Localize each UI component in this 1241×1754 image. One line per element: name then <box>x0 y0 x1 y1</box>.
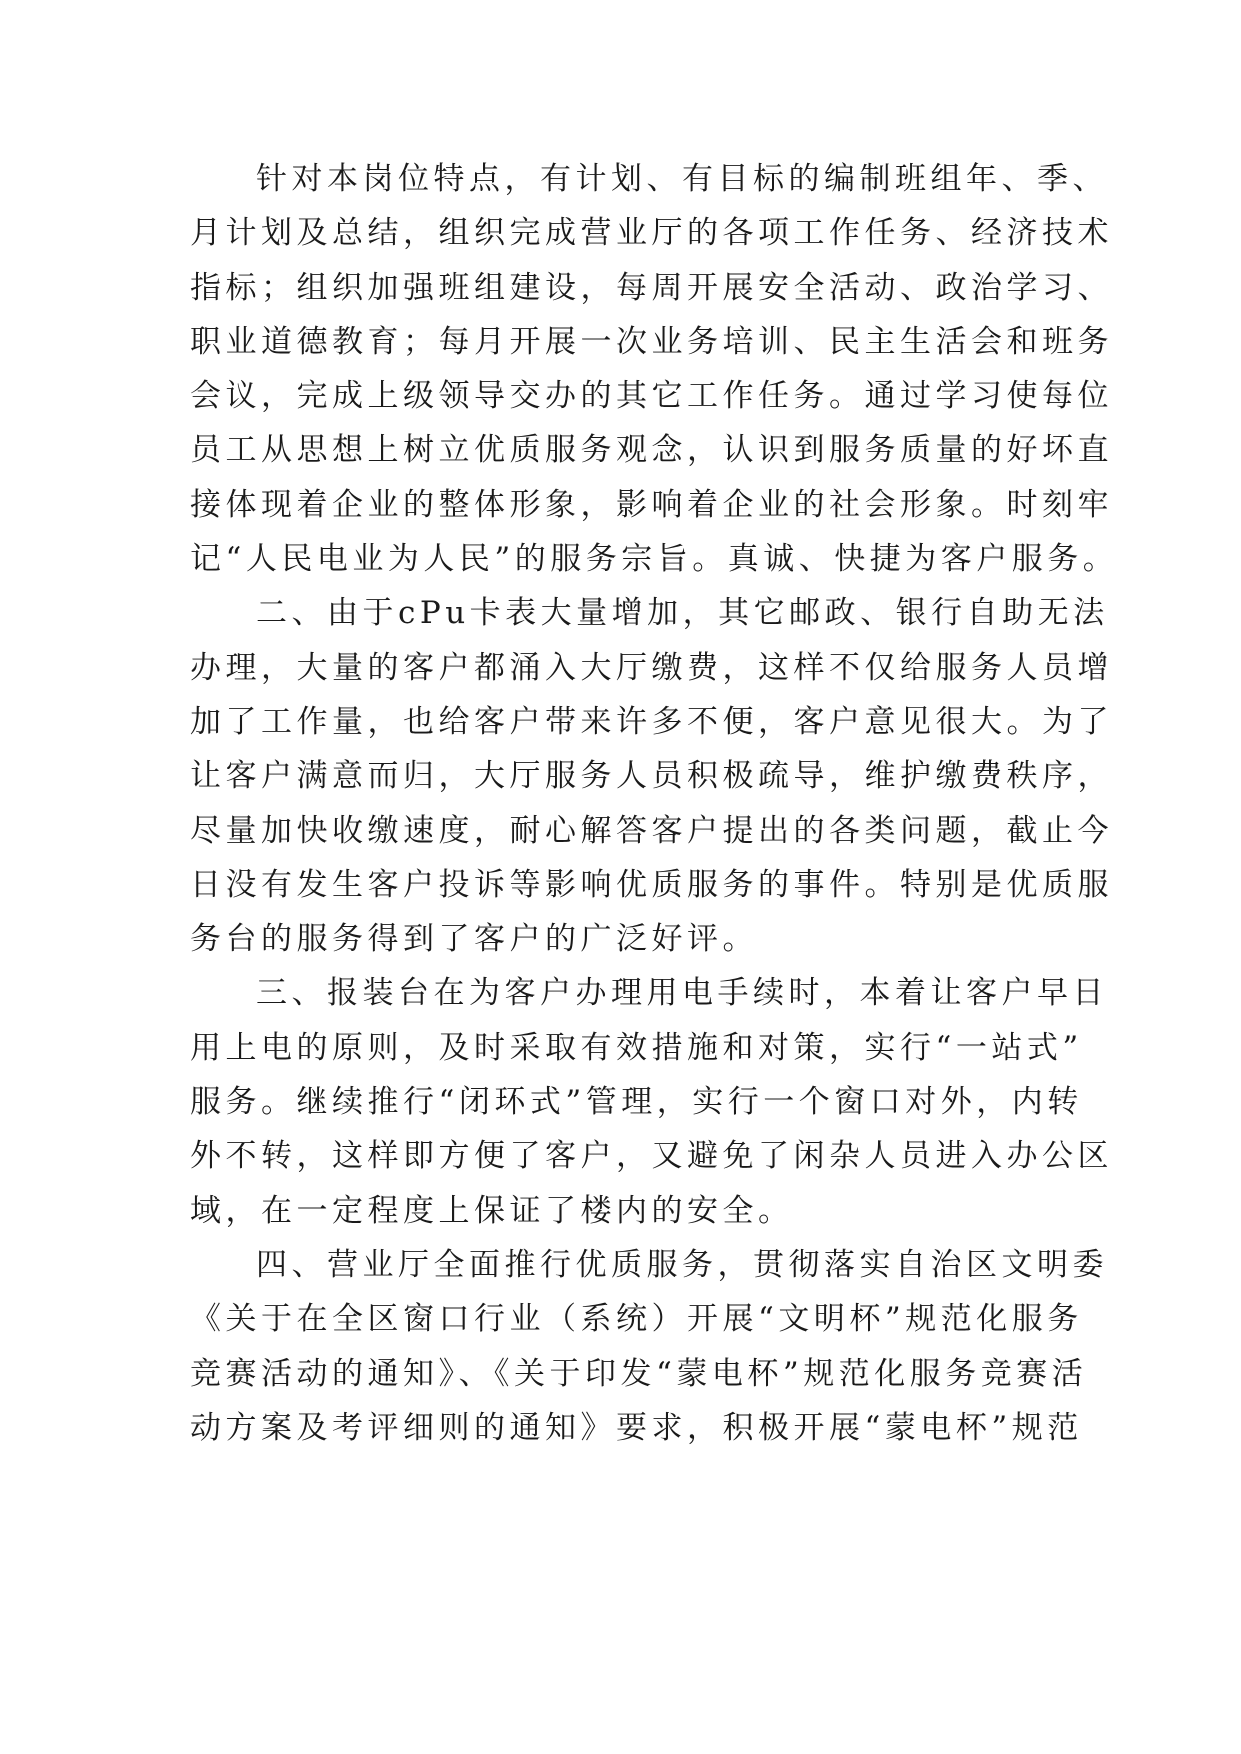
paragraph-line: 针对本岗位特点，有计划、有目标的编制班组年、季、 <box>256 161 1108 197</box>
paragraph-line: 用上电的原则，及时采取有效措施和对策，实行“一站式” <box>190 1029 1083 1066</box>
paragraph-line: 员工从思想上树立优质服务观念，认识到服务质量的好坏直 <box>190 432 1113 469</box>
paragraph-line: 尽量加快收缴速度，耐心解答客户提出的各类问题，截止今 <box>190 812 1113 849</box>
paragraph-4 <box>190 1238 1108 1455</box>
paragraph-2 <box>190 586 1113 966</box>
paragraph-line: 三、报装台在为客户办理用电手续时，本着让客户早日 <box>256 975 1108 1012</box>
paragraph-line: 职业道德教育；每月开展一次业务培训、民主生活会和班务 <box>190 323 1113 360</box>
paragraph-line: 四、营业厅全面推行优质服务，贯彻落实自治区文明委 <box>256 1246 1108 1283</box>
paragraph-line: 让客户满意而归，大厅服务人员积极疏导，维护缴费秩序， <box>190 758 1113 795</box>
paragraph-line: 二、由于cPu卡表大量增加，其它邮政、银行自助无法 <box>256 595 1109 632</box>
paragraph-line: 域，在一定程度上保证了楼内的安全。 <box>190 1192 794 1229</box>
paragraph-line: 务台的服务得到了客户的广泛好评。 <box>190 921 758 958</box>
paragraph-3 <box>190 966 1113 1237</box>
paragraph-line: 办理，大量的客户都涌入大厅缴费，这样不仅给服务人员增 <box>190 649 1113 686</box>
paragraph-line: 接体现着企业的整体形象，影响着企业的社会形象。时刻牢 <box>190 486 1113 523</box>
paragraph-line: 竞赛活动的通知》、《关于印发“蒙电杯”规范化服务竞赛活 <box>190 1355 1088 1392</box>
paragraph-line: 服务。继续推行“闭环式”管理，实行一个窗口对外，内转 <box>190 1084 1083 1121</box>
paragraph-line: 月计划及总结，组织完成营业厅的各项工作任务、经济技术 <box>190 215 1113 252</box>
paragraph-line: 日没有发生客户投诉等影响优质服务的事件。特别是优质服 <box>190 866 1113 903</box>
paragraph-line: 外不转，这样即方便了客户，又避免了闲杂人员进入办公区 <box>190 1138 1113 1175</box>
paragraph-line: 会议，完成上级领导交办的其它工作任务。通过学习使每位 <box>190 378 1113 415</box>
paragraph-1 <box>190 152 1119 586</box>
paragraph-line: 记“人民电业为人民”的服务宗旨。真诚、快捷为客户服务。 <box>190 541 1119 578</box>
paragraph-line: 加了工作量，也给客户带来许多不便，客户意见很大。为了 <box>190 703 1113 740</box>
paragraph-line: 指标；组织加强班组建设，每周开展安全活动、政治学习、 <box>190 269 1113 306</box>
paragraph-line: 《关于在全区窗口行业（系统）开展“文明杯”规范化服务 <box>190 1301 1083 1338</box>
paragraph-line: 动方案及考评细则的通知》要求，积极开展“蒙电杯”规范 <box>190 1409 1083 1446</box>
document-page <box>190 152 1119 1455</box>
